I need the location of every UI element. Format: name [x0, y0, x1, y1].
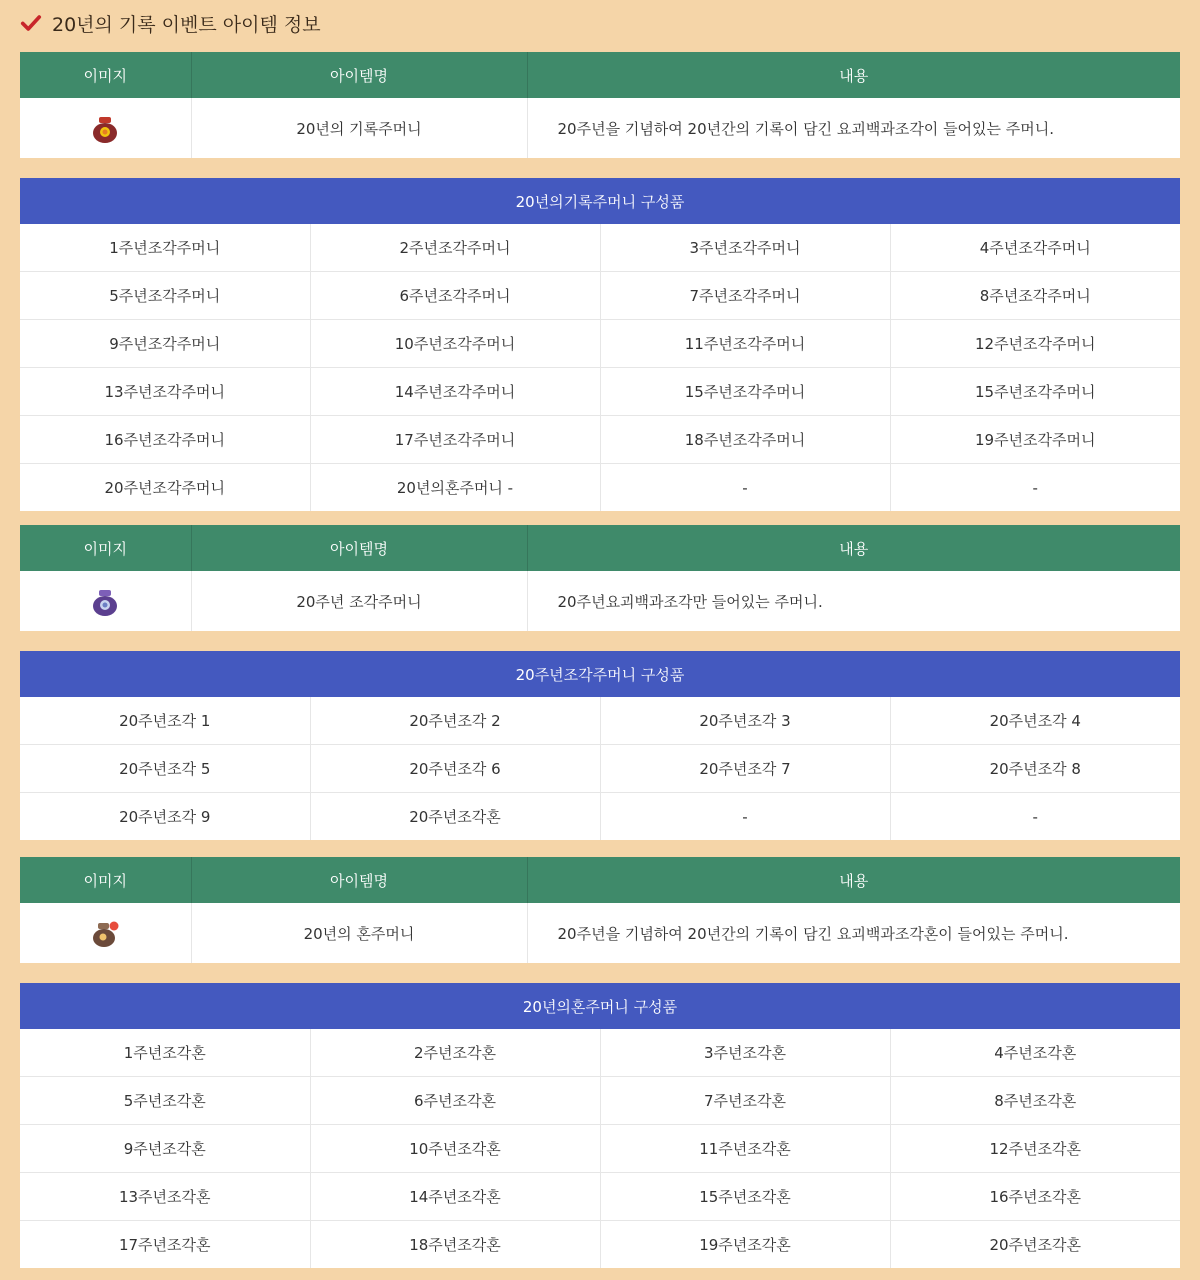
- composition-item: 11주년조각주머니: [600, 320, 890, 368]
- table-row: [20, 697, 1180, 745]
- item-image-cell: [20, 98, 191, 158]
- composition-item: 3주년조각주머니: [600, 224, 890, 272]
- table-row: [20, 368, 1180, 416]
- item-info-table: [20, 52, 1180, 158]
- item-name: 20년의 혼주머니: [191, 903, 527, 963]
- header-description: 내용: [527, 52, 1180, 98]
- page-title: 20년의 기록 이벤트 아이템 정보: [52, 13, 321, 36]
- header-image: 이미지: [20, 52, 191, 98]
- composition-item: 10주년조각혼: [310, 1125, 600, 1173]
- item-image-cell: [20, 571, 191, 631]
- table-row: [20, 272, 1180, 320]
- composition-item: 20주년조각 9: [20, 793, 310, 841]
- composition-item: 19주년조각주머니: [890, 416, 1180, 464]
- composition-item: 15주년조각주머니: [600, 368, 890, 416]
- composition-item: 5주년조각주머니: [20, 272, 310, 320]
- composition-item: 19주년조각혼: [600, 1221, 890, 1269]
- item-description: 20주년을 기념하여 20년간의 기록이 담긴 요괴백과조각이 들어있는 주머니.: [557, 119, 1055, 138]
- item-info-table: [20, 857, 1180, 963]
- composition-item: 6주년조각혼: [310, 1077, 600, 1125]
- table-row: [20, 98, 1180, 158]
- composition-item: 17주년조각혼: [20, 1221, 310, 1269]
- composition-item: 9주년조각혼: [20, 1125, 310, 1173]
- table-row: [20, 745, 1180, 793]
- composition-item: 4주년조각혼: [994, 1044, 1077, 1062]
- composition-item: 18주년조각혼: [310, 1221, 600, 1269]
- header-item-name: 아이템명: [191, 525, 527, 571]
- item-image-cell: [20, 903, 191, 963]
- composition-item: 13주년조각혼: [20, 1173, 310, 1221]
- composition-item: 20주년조각 4: [989, 712, 1081, 730]
- composition-item: 20주년조각 7: [600, 745, 890, 793]
- item-description: 20주년요괴백과조각만 들어있는 주머니.: [557, 592, 823, 611]
- table-row: [20, 320, 1180, 368]
- composition-item: 17주년조각주머니: [310, 416, 600, 464]
- composition-item: 2주년조각혼: [310, 1029, 600, 1077]
- check-icon: [20, 12, 42, 34]
- composition-table: [20, 178, 1180, 511]
- table-row: [20, 416, 1180, 464]
- composition-table: [20, 983, 1180, 1268]
- composition-item: 1주년조각혼: [20, 1029, 310, 1077]
- table-row: [20, 571, 1180, 631]
- table-row: [20, 1125, 1180, 1173]
- composition-item: 12주년조각혼: [890, 1125, 1180, 1173]
- composition-item: 10주년조각주머니: [310, 320, 600, 368]
- composition-item: 20주년조각 3: [600, 697, 890, 745]
- header-description: 내용: [527, 525, 1180, 571]
- composition-item: 15주년조각주머니: [890, 368, 1180, 416]
- composition-item: 16주년조각혼: [890, 1173, 1180, 1221]
- composition-title: 20주년조각주머니 구성품: [20, 651, 1180, 697]
- header-item-name: 아이템명: [191, 857, 527, 903]
- composition-item: 20주년조각 6: [310, 745, 600, 793]
- composition-item: -: [600, 464, 890, 512]
- composition-item: 20주년조각주머니: [20, 464, 310, 512]
- composition-item: 11주년조각혼: [600, 1125, 890, 1173]
- composition-item: 20주년조각혼: [890, 1221, 1180, 1269]
- composition-item: 14주년조각주머니: [310, 368, 600, 416]
- composition-item: 20년의혼주머니 -: [310, 464, 600, 512]
- header-image: 이미지: [20, 857, 191, 903]
- purple-pouch-icon: [88, 592, 122, 610]
- composition-item: 6주년조각주머니: [310, 272, 600, 320]
- composition-item: 5주년조각혼: [20, 1077, 310, 1125]
- table-row: [20, 1077, 1180, 1125]
- composition-item: 16주년조각주머니: [20, 416, 310, 464]
- composition-item: 4주년조각주머니: [979, 239, 1091, 257]
- composition-item: -: [890, 793, 1180, 841]
- item-name: 20년의 기록주머니: [191, 98, 527, 158]
- composition-item: 8주년조각혼: [890, 1077, 1180, 1125]
- composition-item: 20주년조각 5: [20, 745, 310, 793]
- composition-item: 7주년조각혼: [600, 1077, 890, 1125]
- composition-item: 14주년조각혼: [310, 1173, 600, 1221]
- table-row: [20, 793, 1180, 841]
- composition-item: 20주년조각 2: [310, 697, 600, 745]
- composition-item: 2주년조각주머니: [310, 224, 600, 272]
- page-title-row: [20, 8, 321, 38]
- composition-item: 20주년조각 8: [890, 745, 1180, 793]
- composition-item: 12주년조각주머니: [890, 320, 1180, 368]
- table-row: [20, 224, 1180, 272]
- composition-item: 3주년조각혼: [600, 1029, 890, 1077]
- composition-table: [20, 651, 1180, 840]
- composition-item: 8주년조각주머니: [890, 272, 1180, 320]
- header-description: 내용: [527, 857, 1180, 903]
- composition-item: -: [600, 793, 890, 841]
- composition-item: 7주년조각주머니: [600, 272, 890, 320]
- table-row: [20, 1173, 1180, 1221]
- composition-item: 20주년조각혼: [310, 793, 600, 841]
- table-row: [20, 1221, 1180, 1269]
- composition-item: 18주년조각주머니: [600, 416, 890, 464]
- composition-title: 20년의혼주머니 구성품: [20, 983, 1180, 1029]
- composition-item: 13주년조각주머니: [20, 368, 310, 416]
- composition-item: -: [890, 464, 1180, 512]
- item-name: 20주년 조각주머니: [191, 571, 527, 631]
- table-row: [20, 464, 1180, 512]
- soul-pouch-icon: [88, 924, 122, 942]
- item-description: 20주년을 기념하여 20년간의 기록이 담긴 요괴백과조각혼이 들어있는 주머니.: [557, 924, 1069, 943]
- header-image: 이미지: [20, 525, 191, 571]
- table-row: [20, 1029, 1180, 1077]
- table-row: [20, 903, 1180, 963]
- composition-item: 15주년조각혼: [600, 1173, 890, 1221]
- item-info-table: [20, 525, 1180, 631]
- header-item-name: 아이템명: [191, 52, 527, 98]
- composition-item: 20주년조각 1: [20, 697, 310, 745]
- composition-item: 9주년조각주머니: [20, 320, 310, 368]
- composition-title: 20년의기록주머니 구성품: [20, 178, 1180, 224]
- pouch-icon: [88, 119, 122, 137]
- composition-item: 1주년조각주머니: [20, 224, 310, 272]
